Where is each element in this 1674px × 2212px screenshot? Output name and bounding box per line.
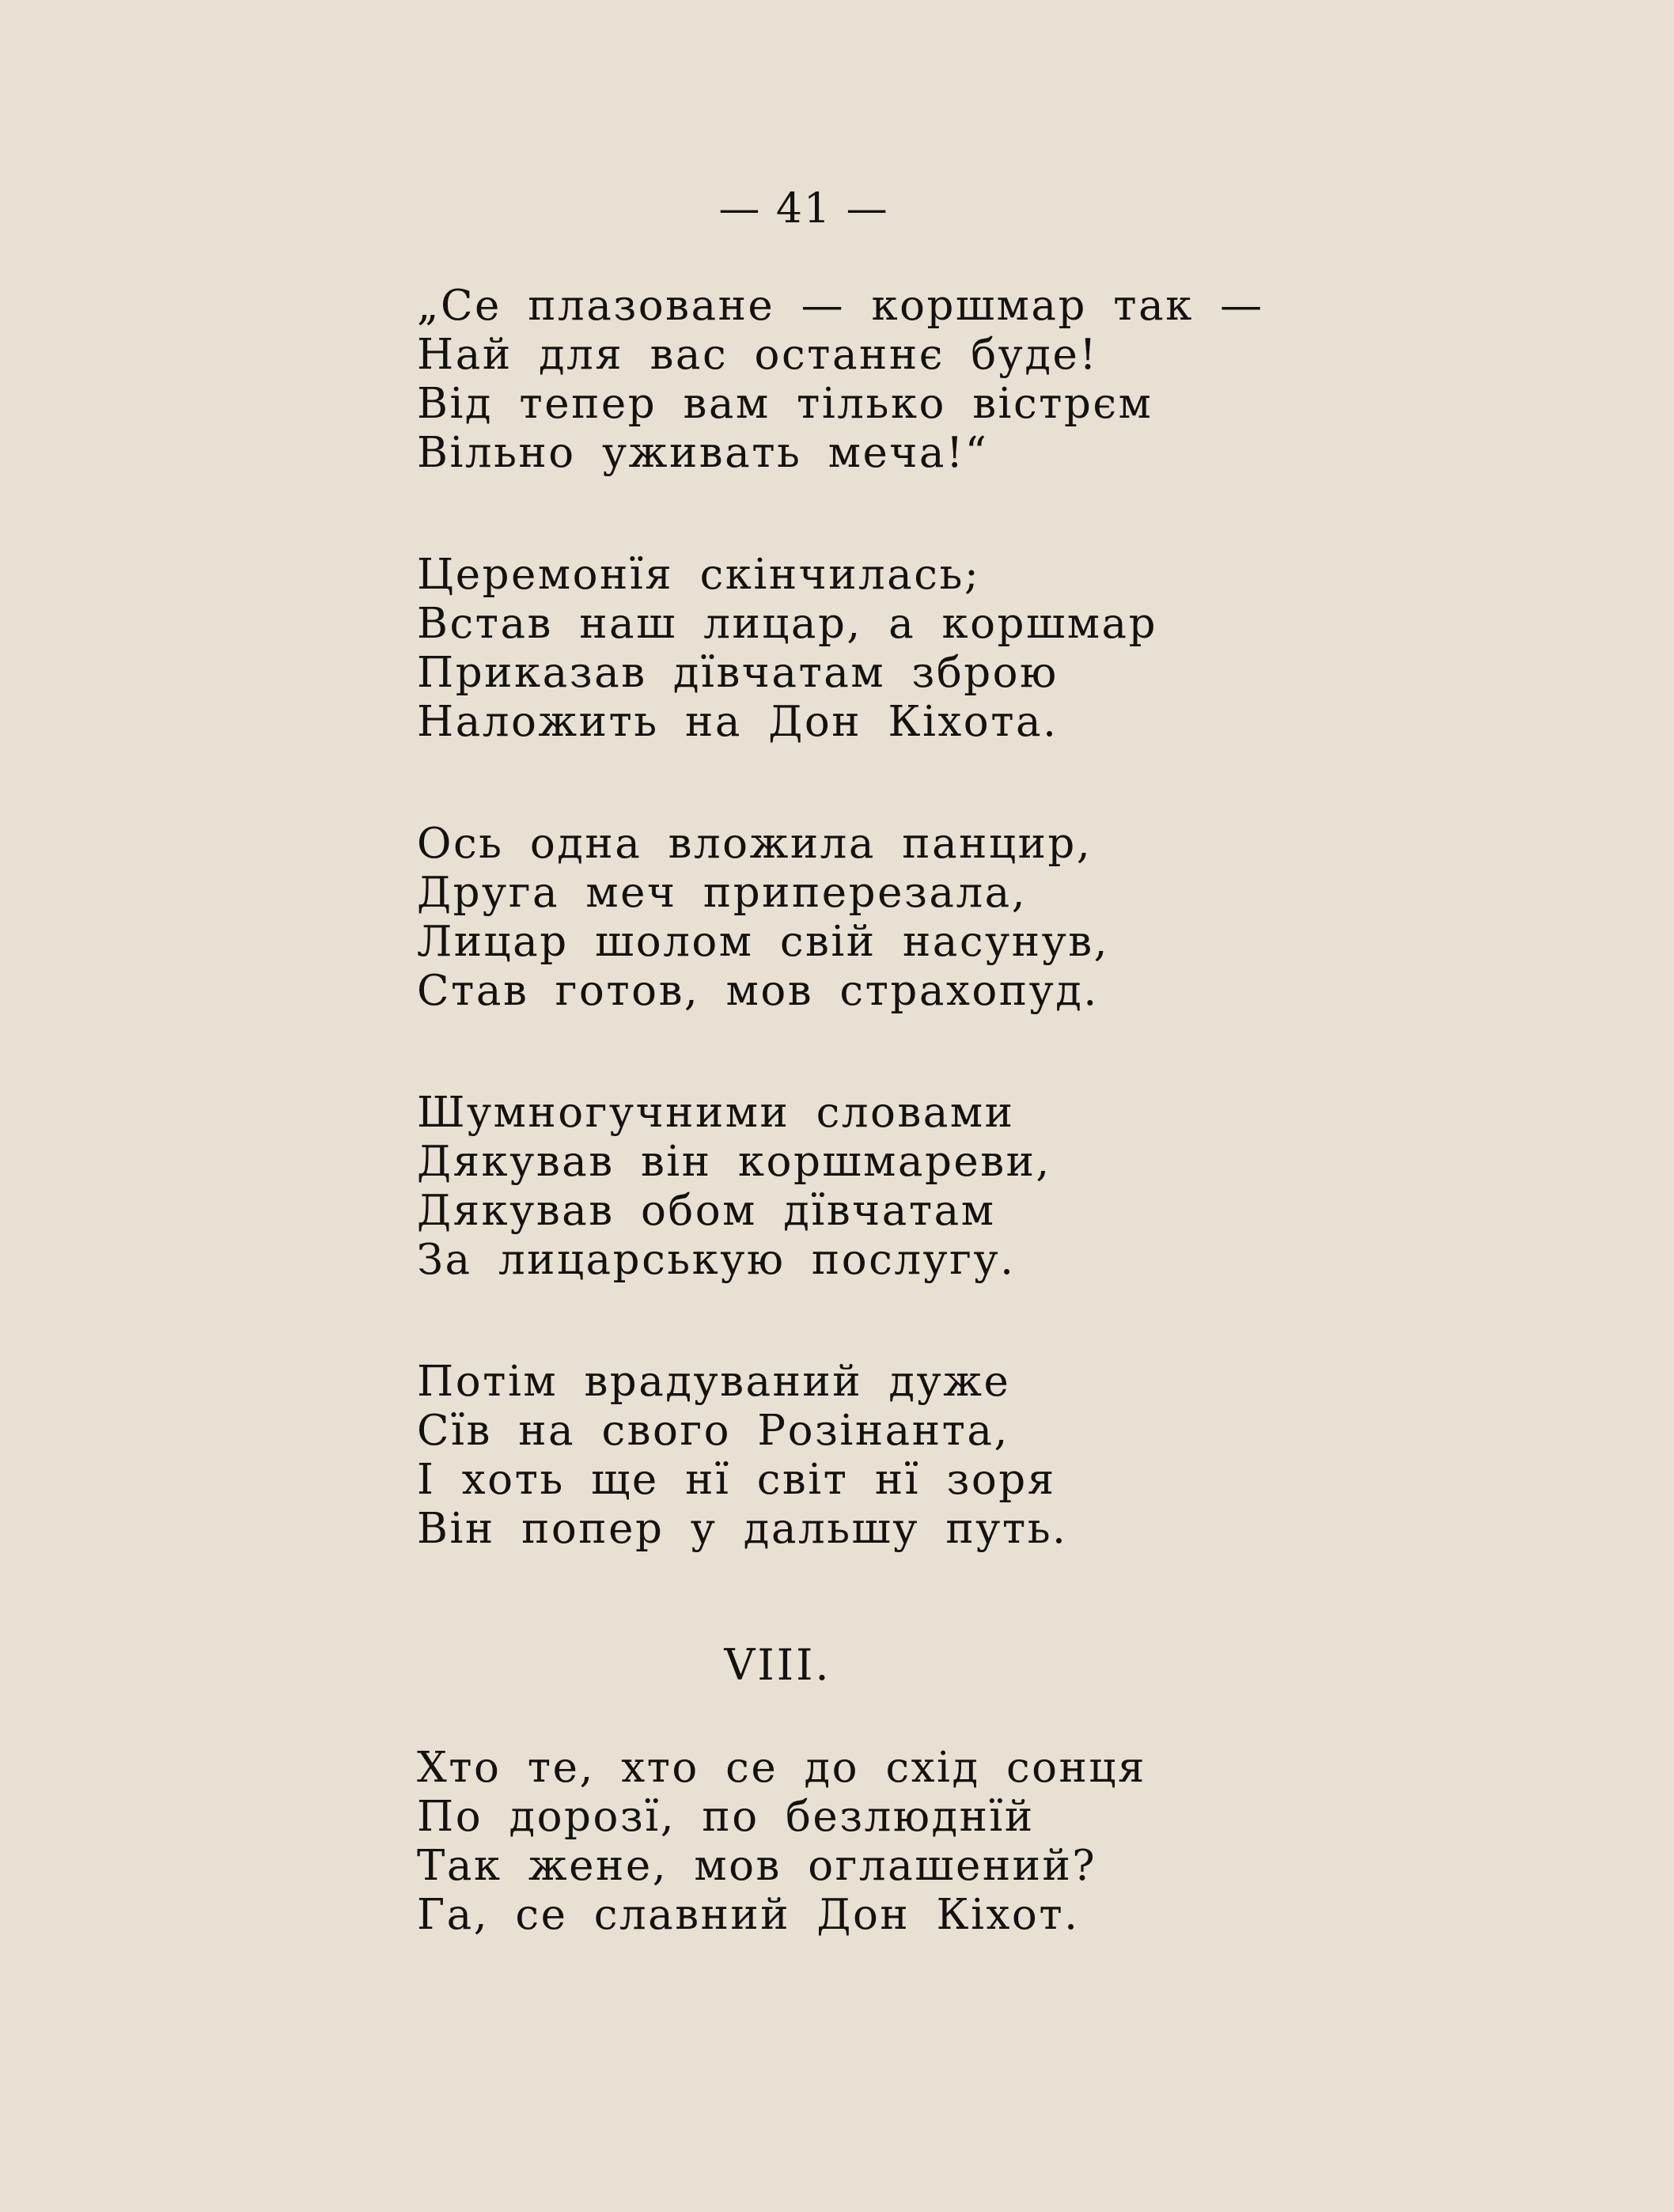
stanza <box>417 1089 1524 1285</box>
poem-line: По дорозї, по безлюднїй <box>417 1793 1035 1841</box>
section-heading <box>0 1638 1674 1693</box>
poem-line: Лицар шолом свій насунув, <box>417 918 1109 966</box>
poem-line: І хоть ще нї світ нї зоря <box>417 1456 1056 1504</box>
poem-line: Став готов, мов страхопуд. <box>417 967 1099 1015</box>
poem-line: Най для вас останнє буде! <box>417 331 1099 379</box>
poem-line: Вільно уживать меча!“ <box>417 429 989 477</box>
stanza <box>417 551 1524 747</box>
poem-line: Встав наш лицар, а коршмар <box>417 600 1158 648</box>
poem-line: Ось одна вложила панцир, <box>417 820 1093 868</box>
stanza <box>417 1744 1524 1940</box>
section-heading-text: VIII. <box>724 1640 831 1690</box>
poem-line: Сїв на свого Розінанта, <box>417 1407 1009 1455</box>
page-number <box>0 180 1674 237</box>
poem-line: Хто те, хто се до схід сонця <box>417 1744 1146 1792</box>
poem-line: Приказав дївчатам зброю <box>417 649 1059 697</box>
poem-line: Наложить на Дон Кіхота. <box>417 698 1059 746</box>
poem-line: Шумногучними словами <box>417 1089 1015 1137</box>
page-number-text: — 41 — <box>718 185 889 233</box>
stanza <box>417 820 1524 1016</box>
poem-line: Дякував обом дївчатам <box>417 1187 996 1235</box>
poem-line: Так жене, мов оглашений? <box>417 1842 1097 1890</box>
poem-line: Він попер у дальшу путь. <box>417 1505 1068 1553</box>
poem-line: Від тепер вам тілько вістрєм <box>417 380 1153 428</box>
poem-section-vii-end <box>417 282 1524 1554</box>
stanza <box>417 1358 1524 1554</box>
poem-line: „Се плазоване — коршмар так — <box>417 282 1264 330</box>
poem-line: Га, се славний Дон Кіхот. <box>417 1891 1080 1939</box>
poem-line: За лицарськую послугу. <box>417 1236 1016 1284</box>
poem-section-viii <box>417 1744 1524 1940</box>
poem-line: Церемонїя скінчилась; <box>417 551 981 599</box>
poem-line: Друга меч приперезала, <box>417 869 1028 917</box>
poem-line: Дякував він коршмареви, <box>417 1138 1051 1186</box>
poem-line: Потім врадуваний дуже <box>417 1358 1011 1406</box>
stanza <box>417 282 1524 478</box>
